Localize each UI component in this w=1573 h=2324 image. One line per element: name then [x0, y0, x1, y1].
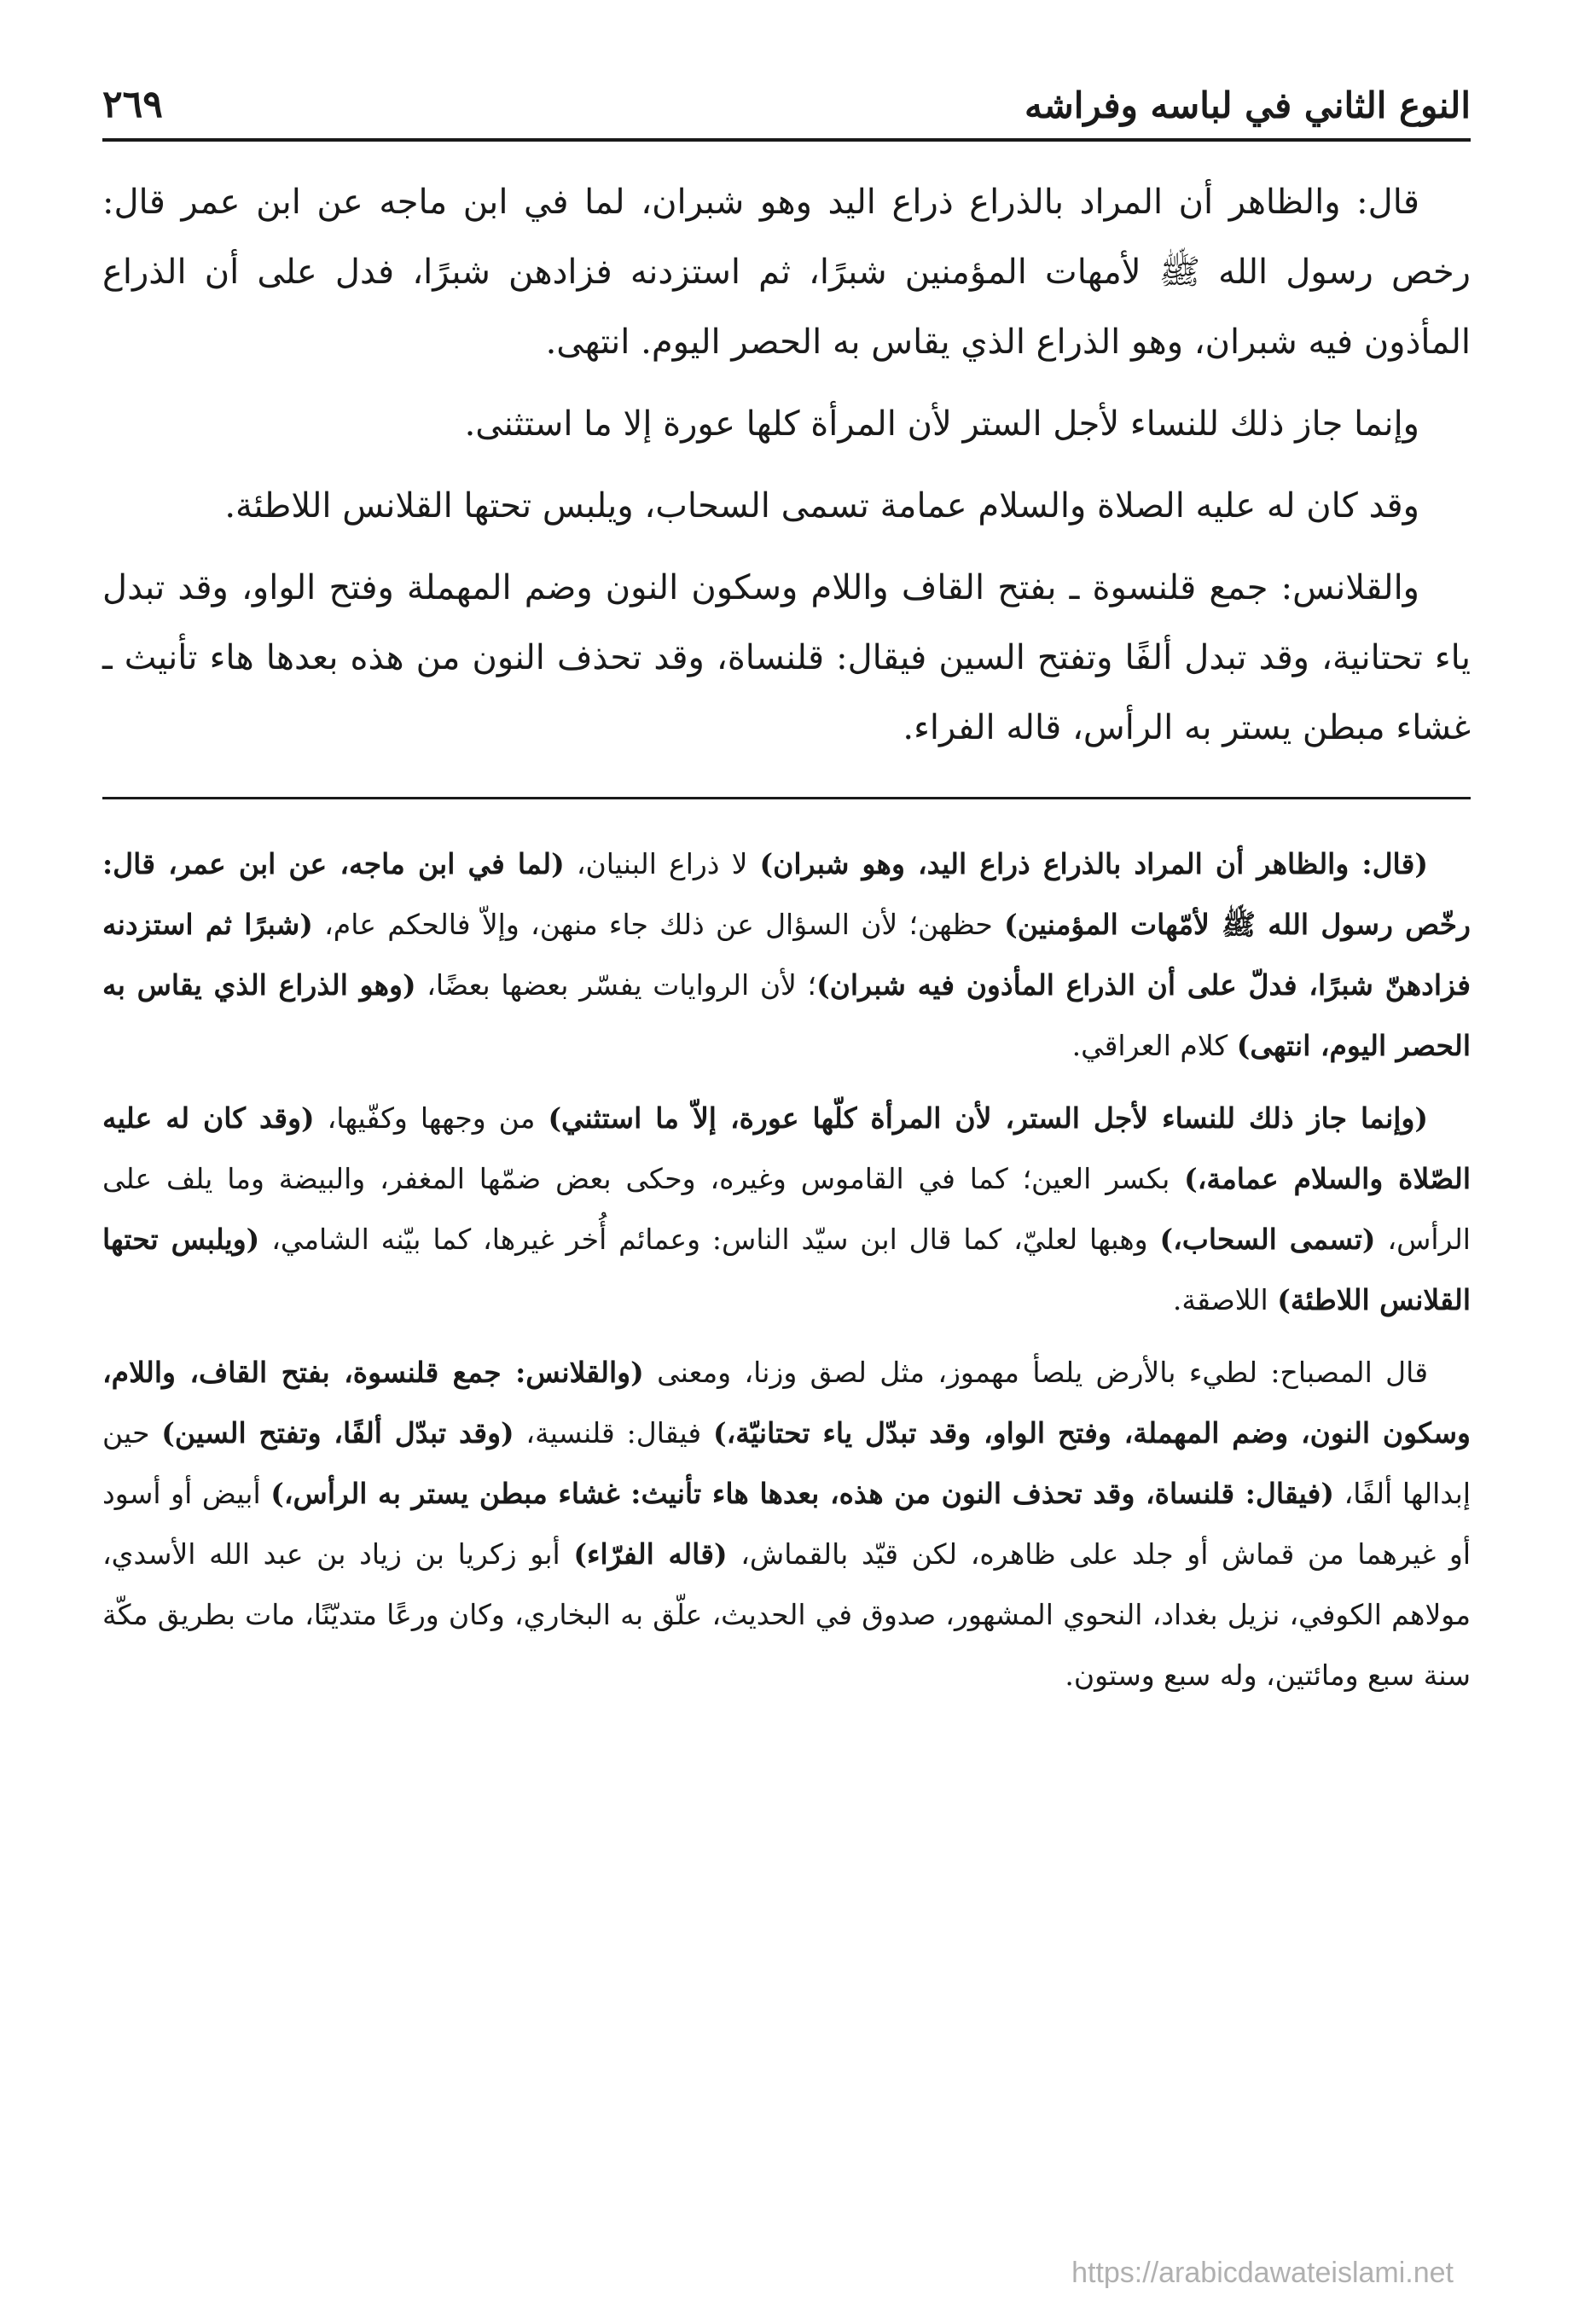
commentary-note: ؛ لأن الروايات يفسّر بعضها بعضًا، [415, 968, 817, 1002]
commentary-note: حظهن؛ لأن السؤال عن ذلك جاء منهن، وإلاّ فالحكم عام، [312, 908, 1005, 941]
commentary-note: كلام العراقي. [1071, 1029, 1237, 1062]
quoted-matn: (فيقال: قلنساة، وقد تحذف النون من هذه، بعدها هاء تأنيث: غشاء مبطن يستر به الرأس،) [270, 1477, 1334, 1510]
commentary-paragraph-1 [102, 834, 1471, 1076]
commentary-text [102, 834, 1471, 1705]
main-paragraph-3: وقد كان له عليه الصلاة والسلام عمامة تسمى السحاب، ويلبس تحتها القلانس اللاطئة. [224, 486, 1419, 526]
running-title: النوع الثاني في لباسه وفراشه [1024, 84, 1471, 126]
commentary-paragraph-3 [102, 1342, 1471, 1705]
quoted-matn: (تسمى السحاب،) [1159, 1223, 1376, 1256]
quoted-matn: (وإنما جاز ذلك للنساء لأجل الستر، لأن المرأة كلّها عورة، إلاّ ما استثني) [548, 1101, 1429, 1135]
commentary-note: اللاصقة. [1172, 1283, 1278, 1316]
commentary-note: وهبها لعليّ، كما قال ابن سيّد الناس: وعمائم أُخر غيرها، كما بيّنه الشامي، [259, 1223, 1160, 1256]
commentary-note: قال المصباح: لطيء بالأرض يلصأ مهموز، مثل لصق وزنا، ومعنى [643, 1356, 1428, 1389]
main-paragraph-1: قال: والظاهر أن المراد بالذراع ذراع اليد وهو شبران، لما في ابن ماجه عن ابن عمر قال: رخص رسول الله ﷺ لأمهات المؤمنين شبرًا، ثم استزدنه فزادهن شبرًا، فدل على أن الذراع المأذون فيه شبران، وهو الذراع الذي يقاس به الحصر اليوم. انتهى. [102, 183, 1471, 362]
book-page [102, 60, 1471, 2261]
commentary-note: أبو زكريا بن زياد بن عبد الله الأسدي، مولاهم الكوفي، نزيل بغداد، النحوي المشهور، صدوق في الحديث، علّق به البخاري، وكان ورعًا متديّنًا، مات بطريق مكّة سنة سبع ومائتين، وله سبع وستون. [102, 1537, 1471, 1692]
commentary-note: بكسر العين؛ كما في القاموس وغيره، وحكى بعض ضمّها المغفر، والبيضة وما يلف على الرأس، [102, 1162, 1471, 1256]
quoted-matn: (والقلانس: جمع قلنسوة، بفتح القاف، واللام، وسكون النون، وضم المهملة، وفتح الواو، وقد تبدّل ياء تحتانيّة،) [102, 1356, 1471, 1450]
quoted-matn: (قاله الفرّاء) [573, 1537, 728, 1571]
quoted-matn: (ويلبس تحتها القلانس اللاطئة) [102, 1223, 1471, 1316]
commentary-note: لا ذراع البنيان، [564, 847, 760, 880]
main-paragraph-4: والقلانس: جمع قلنسوة ـ بفتح القاف واللام وسكون النون وضم المهملة وفتح الواو، وقد تبدل ياء تحتانية، وقد تبدل ألفًا وتفتح السين فيقال: قلنساة، وقد تحذف النون من هذه بعدها هاء تأنيث ـ غشاء مبطن يستر به الرأس، قاله الفراء. [102, 568, 1471, 747]
page-header [102, 60, 1471, 142]
quoted-matn: (شبرًا ثم استزدنه فزادهنّ شبرًا، فدلّ على أن الذراع المأذون فيه شبران) [102, 908, 1471, 1002]
section-divider [102, 797, 1471, 799]
quoted-matn: (لما في ابن ماجه، عن ابن عمر، قال: رخّص رسول الله ﷺ لأمّهات المؤمنين) [102, 847, 1471, 941]
commentary-note: أبيض أو أسود أو غيرهما من قماش أو جلد على ظاهره، لكن قيّد بالقماش، [102, 1477, 1471, 1571]
commentary-note: حين إبدالها ألفًا، [102, 1416, 1471, 1510]
commentary-note: من وجهها وكفّيها، [314, 1101, 549, 1135]
main-text [102, 167, 1471, 763]
website-watermark: https://arabicdawateislami.net [1071, 2257, 1454, 2289]
quoted-matn: (وقد تبدّل ألفًا، وتفتح السين) [161, 1416, 514, 1450]
commentary-note: فيقال: قلنسية، [514, 1416, 713, 1450]
main-paragraph-2: وإنما جاز ذلك للنساء لأجل الستر لأن المرأة كلها عورة إلا ما استثنى. [464, 404, 1419, 444]
quoted-matn: (قال: والظاهر أن المراد بالذراع ذراع اليد، وهو شبران) [759, 847, 1428, 880]
quoted-matn: (وهو الذراع الذي يقاس به الحصر اليوم، انتهى) [102, 968, 1471, 1062]
commentary-paragraph-2 [102, 1088, 1471, 1330]
page-number: ٢٦٩ [102, 83, 163, 126]
quoted-matn: (وقد كان له عليه الصّلاة والسلام عمامة،) [102, 1101, 1471, 1195]
